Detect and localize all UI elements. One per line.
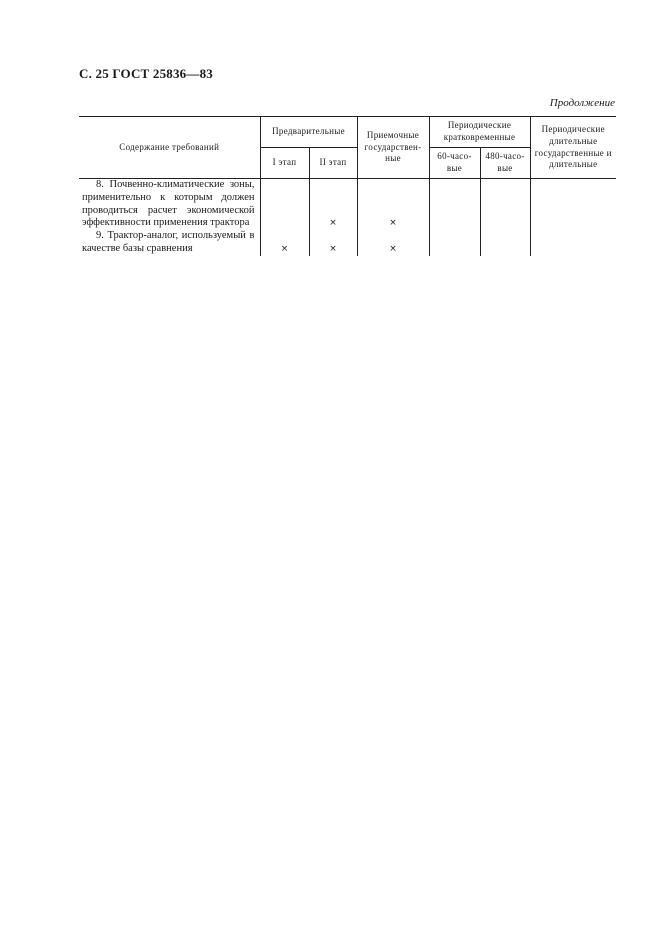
mark-stage-2: × — [329, 243, 337, 254]
cell-stage-2 — [309, 179, 357, 231]
column-header-60-hour: 60-часо-вые — [429, 148, 480, 179]
cell-stage-2 — [309, 230, 357, 256]
cell-60-hour — [429, 179, 480, 231]
column-header-480-hour: 480-часо-вые — [480, 148, 530, 179]
requirement-text — [79, 179, 260, 231]
cell-acceptance — [357, 230, 429, 256]
table-row — [79, 230, 616, 256]
column-header-periodic-long: Периодические длительные государственные и длительные — [530, 117, 616, 179]
requirements-table — [79, 116, 616, 256]
cell-periodic-long — [530, 230, 616, 256]
table-row — [79, 179, 616, 231]
cell-acceptance — [357, 179, 429, 231]
column-header-stage-2: II этап — [309, 148, 357, 179]
table-header-row — [79, 117, 616, 148]
requirement-text-content: 9. Трактор-аналог, используемый в качестве базы сравнения — [82, 230, 255, 254]
continuation-label: Продолжение — [549, 97, 615, 109]
column-header-content: Содержание требований — [79, 117, 260, 179]
mark-stage-2: × — [329, 218, 337, 229]
page-header: С. 25 ГОСТ 25836—83 — [79, 66, 213, 81]
cell-480-hour — [480, 230, 530, 256]
cell-stage-1 — [260, 230, 309, 256]
requirement-text-content: 8. Почвенно-климатические зоны, применительно к которым должен проводиться расчет экономической эффективности применения трактора — [82, 179, 255, 229]
column-header-stage-1: I этап — [260, 148, 309, 179]
cell-60-hour — [429, 230, 480, 256]
mark-acceptance: × — [389, 218, 397, 229]
cell-480-hour — [480, 179, 530, 231]
column-header-periodic-short: Периодические кратковременные — [429, 117, 530, 148]
column-header-acceptance: Приемочные государствен-ные — [357, 117, 429, 179]
cell-periodic-long — [530, 179, 616, 231]
column-header-preliminary: Предварительные — [260, 117, 357, 148]
mark-stage-1: × — [280, 243, 289, 254]
mark-acceptance: × — [389, 243, 397, 254]
cell-stage-1 — [260, 179, 309, 231]
requirement-text — [79, 230, 260, 256]
